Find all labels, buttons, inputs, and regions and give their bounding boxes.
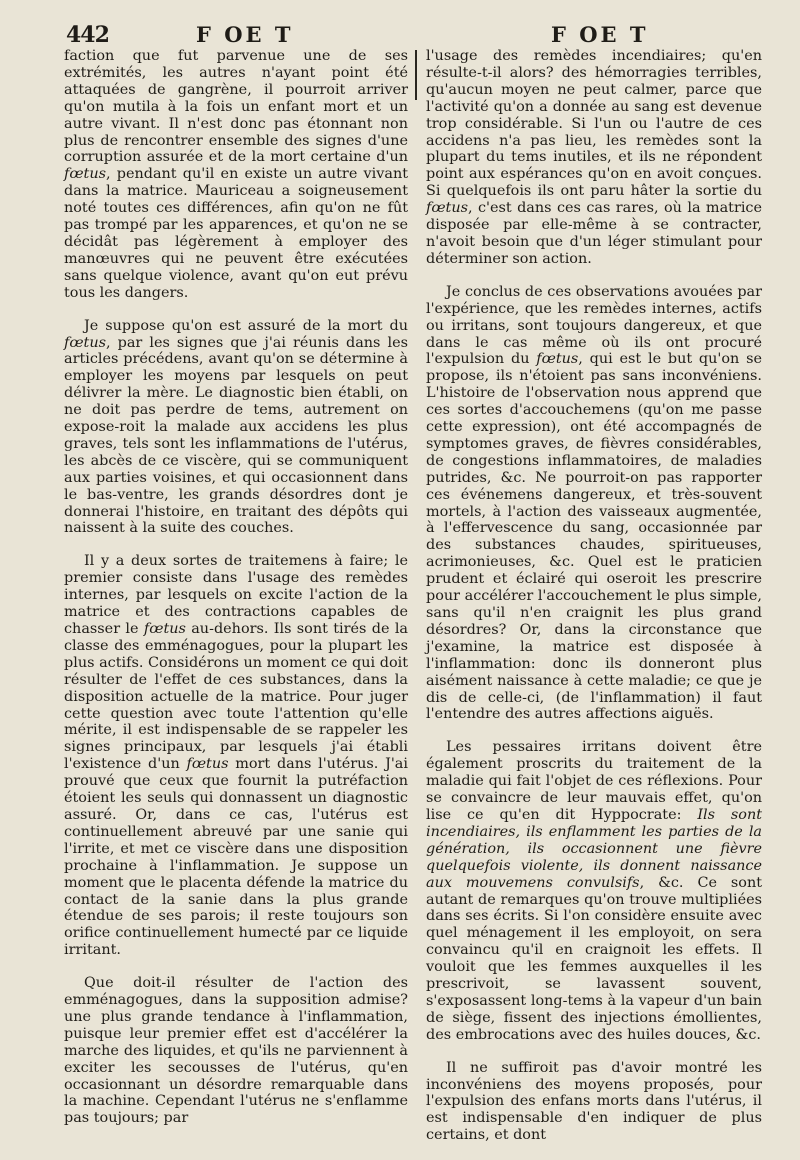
text-run: l'usage des remèdes incendiaires; qu'en résulte-t-il alors? des hémorragies terribles, qu'aucun moyen ne peut calmer, parce que l'activité qu'on a donnée au sang est devenue trop considérable. Si l'un ou l'autre de ces accidens n'a pas lieu, les remèdes sont la plupart du tems inutiles, et ils ne répondent point aux espérances qu'on en avoit conçues. Si quelquefois ils ont paru hâter la sortie du [426, 48, 762, 200]
text-run: Que doit-il résulter de l'action des emménagogues, dans la supposition admise? une plus grande tendance à l'inflammation, puisque leur premier effet est d'accélérer la marche des liquides, et qu'ils ne parviennent à exciter les secousses de l'utérus, qu'en occasionnant un désordre remarquable dans la machine. Cependant l'utérus ne s'enflamme pas toujours; par [64, 975, 408, 1127]
text-run: mort dans l'utérus. J'ai prouvé que ceux que fournit la putréfaction étoient les seuls qui donnassent un diagnostic assuré. Or, dans ce cas, l'utérus est continuellement abreuvé par une sanie qui l'irrite, et met ce viscère dans une disposition prochaine à l'inflammation. Je suppose un moment que le placenta défende la matrice du contact de la sanie dans la plus grande étendue de ses parois; il reste toujours son orifice continuellement humecté par ce liquide irritant. [64, 756, 408, 959]
text-run: Il y a deux sortes de traitemens à faire; le premier consiste dans l'usage des remèdes internes, par lesquels on excite l'action de la matrice et des contractions capables de chasser le [64, 553, 408, 637]
left-column [64, 48, 408, 1143]
continued-paragraph [426, 48, 762, 268]
text-run: Je conclus de ces observations avouées par l'expérience, que les remèdes internes, actifs ou irritans, sont toujours dangereux, et que dans le cas même où ils ont procuré l'expulsion du [426, 283, 762, 368]
paragraph [426, 284, 762, 724]
text-run: , c'est dans ces cas rares, où la matrice disposée par elle-même à se contracter, n'avoit besoin que d'un léger stimulant pour déterminer son action. [426, 200, 762, 267]
text-run: faction que fut parvenue une de ses extrémités, les autres n'ayant point été attaquées de gangrène, il pourroit arriver qu'on mutila à la fois un enfant mort et un autre vivant. Il n'est donc pas étonnant non plus de rencontrer ensemble des signes d'une corruption assurée et de la mort certaine d'un [64, 48, 408, 166]
italic-text: fœtus [143, 621, 186, 637]
text-run: Les pessaires irritans doivent être également proscrits du traitement de la maladie qui fait l'objet de ces réflexions. Pour se convaincre de leur mauvais effet, qu'on lise ce qu'en dit Hyppocrate: [426, 739, 762, 823]
paragraph [64, 318, 408, 538]
running-head-right: F OE T [551, 22, 649, 47]
text-run: , par les signes que j'ai réunis dans les articles précédens, avant qu'on se détermine à employer les moyens par lesquels on peut délivrer la mère. Le diagnostic bien établi, on ne doit pas perdre de tems, autrement on expose-roit la malade aux accidens les plus graves, tels sont les inflammations de l'utérus, les abcès de ce viscère, qui se communiquent aux parties voisines, et qui occasionnent dans le bas-ventre, les grands désordres dont je donnerai l'histoire, en traitant des dépôts qui naissent à la suite des couches. [64, 334, 408, 537]
italic-text: fœtus [186, 756, 229, 773]
italic-text: fœtus [64, 334, 106, 351]
text-run: au-dehors. Ils sont tirés de la classe des emménagogues, pour la plupart les plus actifs. Considérons un moment ce qui doit résulter de l'effet de ces substances, dans la disposition actuelle de la matrice. Pour juger cette question avec toute l'attention qu'elle mérite, il est indispensable de se rappeler les signes principaux, par lesquels j'ai établi l'existence d'un [64, 621, 408, 773]
running-head-left: F OE T [196, 22, 294, 47]
text-run: , qui est le but qu'on se propose, ils n'étoient pas sans inconvéniens. L'histoire de l'observation nous apprend que ces sortes d'accouchemens (qu'on me passe cette expression), ont été accompagnés de symptomes graves, de fièvres considérables, de congestions inflammatoires, de maladies putrides, &c. Ne pourroit-on pas rapporter ces événemens dangereux, et très-souvent mortels, à l'action des vaisseaux augmentée, à l'effervescence du sang, occasionnée par des substances chaudes, spiritueuses, acrimonieuses, &c. Quel est le praticien prudent et éclairé qui oseroit les prescrire pour accélérer l'accouchement le plus simple, sans qu'il n'en craignit les plus grand désordres? Or, dans la circonstance que j'examine, la matrice est disposée à l'inflammation: donc ils donneront plus aisément naissance à cette maladie; ce que je dis de celle-ci, (de l'inflammation) il faut l'entendre des autres affections aiguës. [426, 351, 762, 723]
text-run: Je suppose qu'on est assuré de la mort du [84, 317, 408, 334]
continued-paragraph [64, 48, 408, 302]
column-rule [415, 50, 417, 100]
italic-text: Ils sont incendiaires, ils enflamment les parties de la génération, ils occasionnent une fièvre quelquefois violente, ils donnent naissance aux mouvemens convulsifs [426, 806, 762, 891]
text-run: Il ne suffiroit pas d'avoir montré les inconvéniens des moyens proposés, pour l'expulsion des enfans morts dans l'utérus, il est indispensable d'en indiquer de plus certains, et dont [426, 1059, 762, 1144]
paragraph [426, 1060, 762, 1145]
text-run: , &c. Ce sont autant de remarques qu'on trouve multipliées dans ses écrits. Si l'on considère ensuite avec quel ménagement il les employoit, on sera convaincu qu'il en craignoit les effets. Il vouloit que les femmes auxquelles il les prescrivoit, se lavassent souvent, s'exposassent long-tems à la vapeur d'un bain de siège, fissent des injections émollientes, des embrocations avec des huiles douces, &c. [426, 874, 762, 1043]
text-run: , pendant qu'il en existe un autre vivant dans la matrice. Mauriceau a soigneusement noté toutes ces différences, afin qu'on ne fût pas trompé par les apparences, et qu'on ne se décidât pas légèrement à employer des manœuvres qui ne peuvent être exécutées sans quelque violence, avant qu'on eut prévu tous les dangers. [64, 166, 408, 301]
italic-text: fœtus [64, 166, 106, 183]
paragraph [64, 975, 408, 1127]
right-column [426, 48, 762, 1160]
italic-text: fœtus [536, 351, 579, 368]
page-header [0, 20, 800, 48]
page-number: 442 [66, 22, 109, 48]
italic-text: fœtus [426, 200, 468, 217]
paragraph [426, 739, 762, 1043]
paragraph [64, 553, 408, 959]
